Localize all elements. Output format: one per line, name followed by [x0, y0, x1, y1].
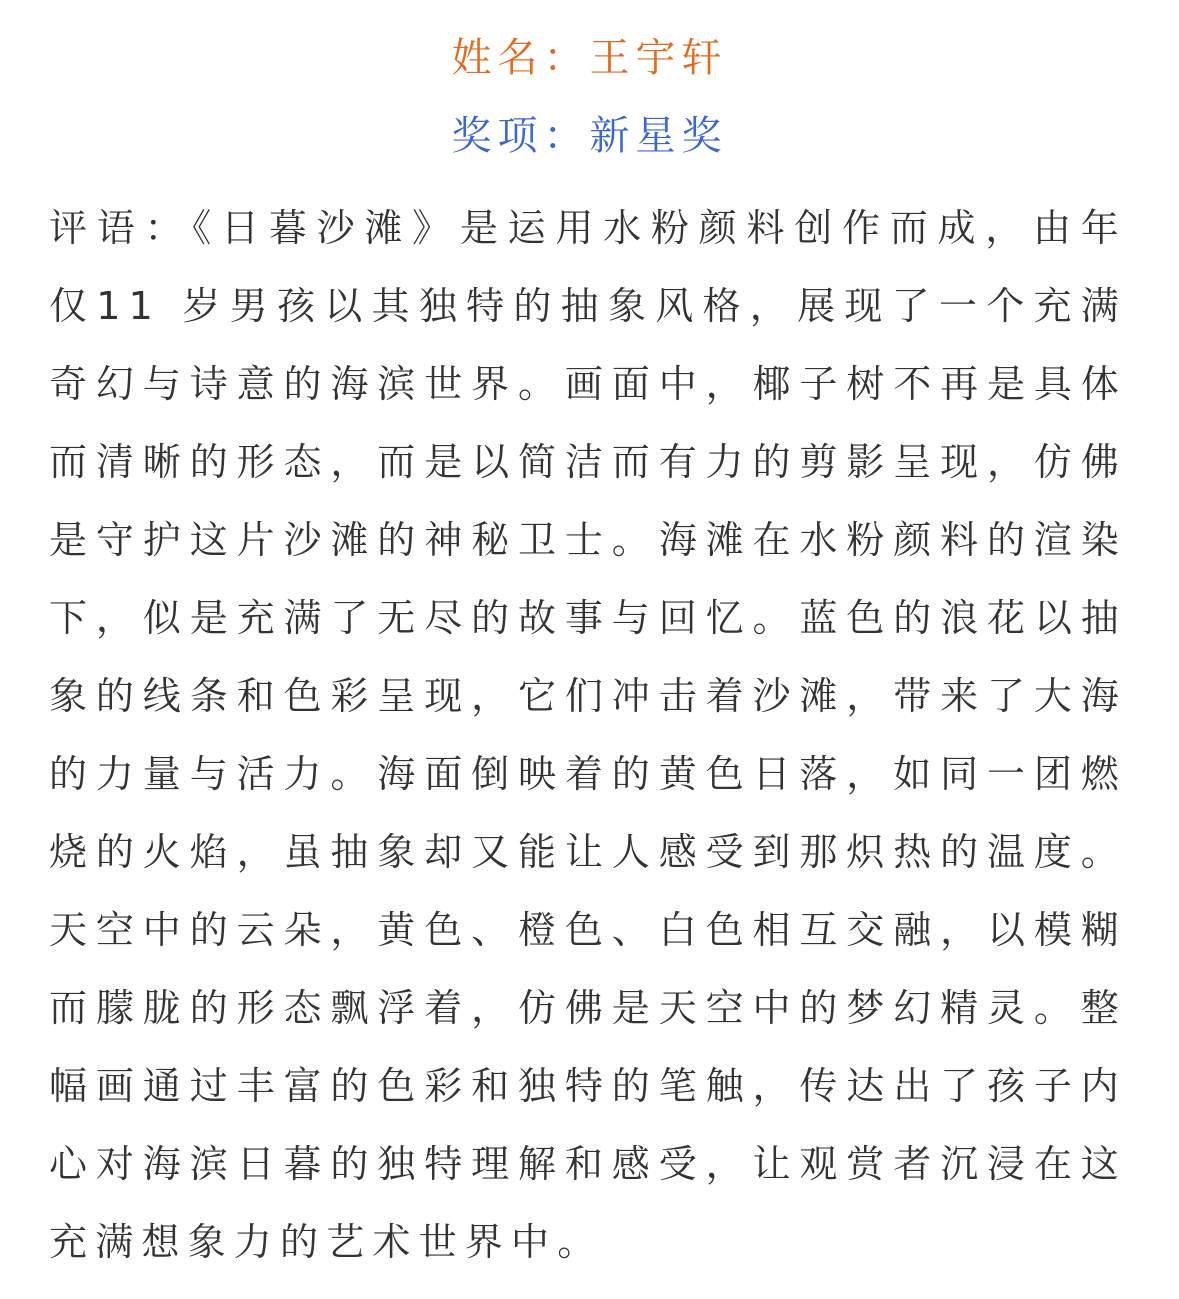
- award-title: 奖项：新星奖: [451, 113, 728, 159]
- student-name: 姓名：王宇轩: [451, 35, 728, 81]
- comment-paragraph: 评语：《日暮沙滩》是运用水粉颜料创作而成，由年仅11 岁男孩以其独特的抽象风格，展现了一个充满奇幻与诗意的海滨世界。画面中，椰子树不再是具体而清晰的形态，而是以简洁而有力的剪影呈现，仿佛是守护这片沙滩的神秘卫士。海滩在水粉颜料的渲染下，似是充满了无尽的故事与回忆。蓝色的浪花以抽象的线条和色彩呈现，它们冲击着沙滩，带来了大海的力量与活力。海面倒映着的黄色日落，如同一团燃烧的火焰，虽抽象却又能让人感受到那炽热的温度。天空中的云朵，黄色、橙色、白色相互交融，以模糊而朦胧的形态飘浮着，仿佛是天空中的梦幻精灵。整幅画通过丰富的色彩和独特的笔触，传达出了孩子内心对海滨日暮的独特理解和感受，让观赏者沉浸在这充满想象力的艺术世界中。: [49, 206, 1127, 1264]
